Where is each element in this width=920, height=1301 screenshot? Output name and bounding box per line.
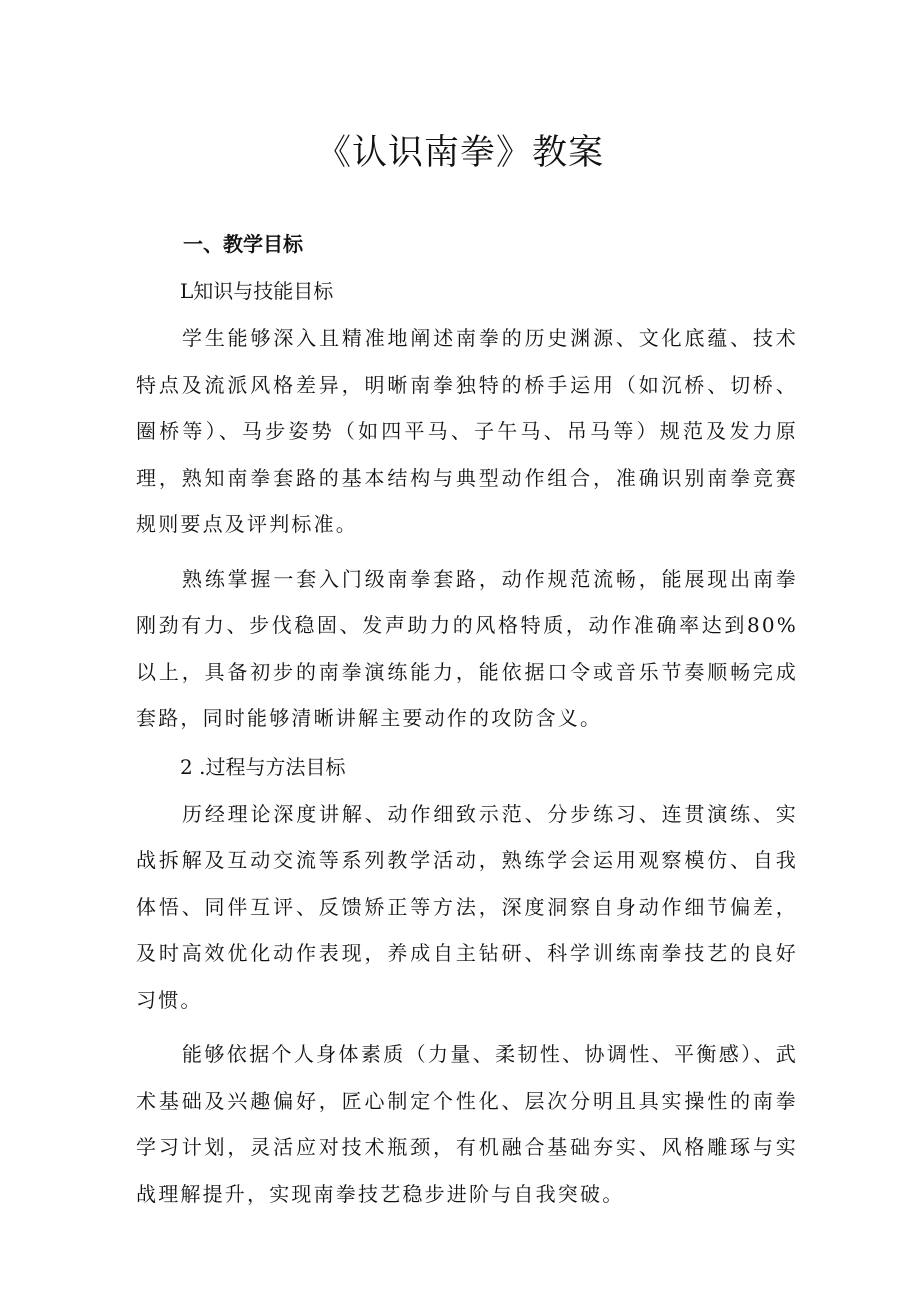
subheading-knowledge-skill-goals: L知识与技能目标	[180, 279, 334, 303]
section-heading-teaching-goals: 一、教学目标	[183, 232, 303, 256]
document-title: 《认识南拳》教案	[315, 133, 604, 173]
paragraph: 学生能够深入且精准地阐述南拳的历史渊源、文化底蕴、技术特点及流派风格差异，明晰南拳独特的桥手运用（如沉桥、切桥、圈桥等）、马步姿势（如四平马、子午马、吊马等）规范及发力原理，熟知南拳套路的基本结构与典型动作组合，准确识别南拳竞赛规则要点及评判标准。	[136, 326, 798, 536]
document-body	[136, 222, 798, 1217]
subheading-process-method-goals: 2 .过程与方法目标	[180, 754, 346, 779]
paragraph: 历经理论深度讲解、动作细致示范、分步练习、连贯演练、实战拆解及互动交流等系列教学活动，熟练学会运用观察模仿、自我体悟、同伴互评、反馈矫正等方法，深度洞察自身动作细节偏差，及时高效优化动作表现，养成自主钻研、科学训练南拳技艺的良好习惯。	[136, 801, 798, 1012]
paragraph: 能够依据个人身体素质（力量、柔韧性、协调性、平衡感）、武术基础及兴趣偏好，匠心制定个性化、层次分明且具实操性的南拳学习计划，灵活应对技术瓶颈，有机融合基础夯实、风格雕琢与实战理解提升，实现南拳技艺稳步进阶与自我突破。	[136, 1042, 798, 1206]
paragraph: 熟练掌握一套入门级南拳套路，动作规范流畅，能展现出南拳刚劲有力、步伐稳固、发声助力的风格特质，动作准确率达到80%以上，具备初步的南拳演练能力，能依据口令或音乐节奏顺畅完成套路，同时能够清晰讲解主要动作的攻防含义。	[136, 566, 798, 730]
